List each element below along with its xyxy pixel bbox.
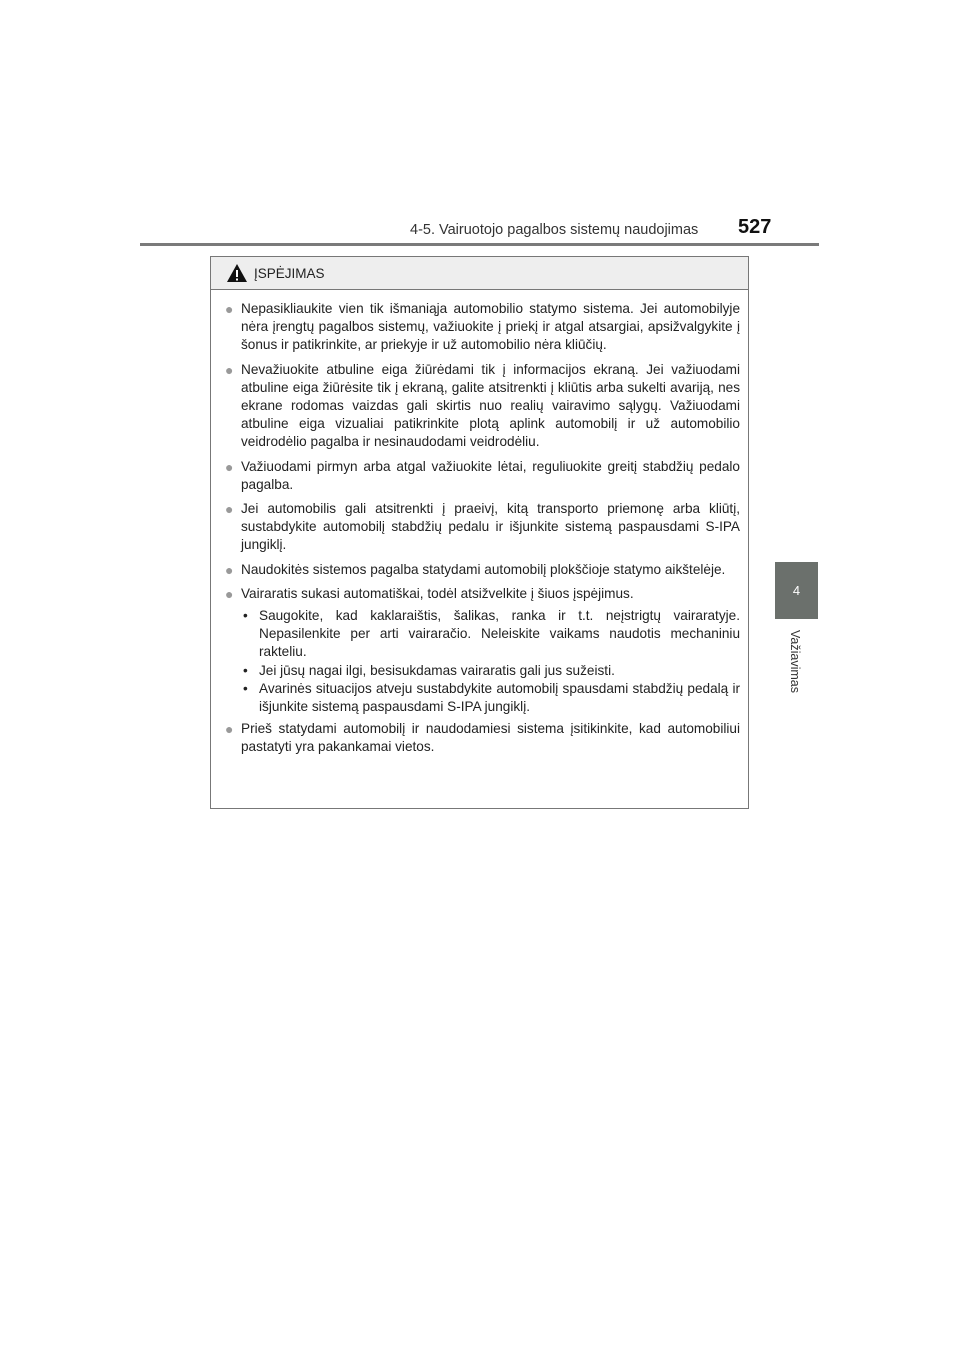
sub-item-text: Saugokite, kad kaklaraištis, šalikas, ranka ir t.t. neįstrigtų vairaratyje. Nepasilenkite per arti vairaračio. Neleiskite vaikams naudotis mechaniniu rakteliu.	[259, 608, 740, 660]
item-text: Važiuodami pirmyn arba atgal važiuokite lėtai, reguliuokite greitį stabdžių pedalo pagalba.	[241, 458, 740, 492]
warning-header	[211, 257, 748, 290]
sub-bullet-icon: •	[243, 662, 248, 678]
bullet-icon: ●	[225, 501, 234, 518]
item-text: Jei automobilis gali atsitrenkti į praeivį, kitą transporto priemonę arba kliūtį, sustabdykite automobilį stabdžių pedalu ir išjunkite sistemą paspausdami S-IPA jungiklį.	[241, 501, 740, 553]
sub-item-text: Jei jūsų nagai ilgi, besisukdamas vairaratis gali jus sužeisti.	[259, 662, 615, 678]
warning-title: ĮSPĖJIMAS	[254, 265, 325, 281]
page-number: 527	[738, 216, 772, 238]
sub-bullet-icon: •	[243, 680, 248, 696]
bullet-icon: ●	[225, 301, 234, 317]
sub-list-item	[241, 607, 740, 662]
item-text: Nepasikliaukite vien tik išmaniąja automobilio statymo sistema. Jei automobilyje nėra įrengtų pagalbos sistemų, važiuokite į priekį ir atgal atsargiai, apsižvalgykite į šonus ir patikrinkite, ar priekyje ir už automobilio nėra kliūčių.	[241, 301, 740, 353]
warning-body	[211, 290, 748, 757]
item-text: Vairaratis sukasi automatiškai, todėl atsižvelkite į šiuos įspėjimus.	[241, 585, 634, 601]
item-text: Naudokitės sistemos pagalba statydami automobilį plokščioje statymo aikštelėje.	[241, 561, 726, 577]
sub-list-item	[241, 680, 740, 716]
chapter-tab	[775, 562, 818, 619]
item-text: Nevažiuokite atbuline eiga žiūrėdami tik į informacijos ekraną. Jei važiuodami atbuline eiga žiūrėsite tik į ekraną, galite atsitrenkti į kliūtis arba sukelti avariją, nes ekrane rodomas vaizdas gali skirtis nuo realių vairavimo sąlygų. Važiuodami atbuline eiga vizualiai patikrinkite plotą aplink automobilį ir už automobilio veidrodėlio pagalba ir nesinaudodami veidrodėliu.	[241, 361, 740, 450]
list-item	[225, 300, 740, 355]
list-item	[225, 500, 740, 555]
sub-list-item	[241, 662, 740, 680]
warning-triangle-icon	[226, 263, 248, 283]
section-title: 4-5. Vairuotojo pagalbos sistemų naudojimas	[410, 222, 699, 238]
warning-box	[210, 256, 749, 809]
bullet-icon: ●	[225, 361, 234, 378]
bullet-icon: ●	[225, 458, 234, 475]
bullet-icon: ●	[225, 561, 234, 578]
bullet-icon: ●	[225, 585, 234, 602]
chapter-number: 4	[792, 583, 801, 598]
header-divider	[140, 243, 819, 246]
chapter-label: Važiavimas	[788, 630, 802, 693]
list-item	[225, 361, 740, 452]
list-item	[225, 458, 740, 494]
item-text: Prieš statydami automobilį ir naudodamiesi sistema įsitikinkite, kad automobiliui pastatyti yra pakankamai vietos.	[241, 721, 740, 755]
bullet-icon: ●	[225, 721, 234, 738]
list-item	[225, 561, 740, 579]
sub-item-text: Avarinės situacijos atveju sustabdykite automobilį spausdami stabdžių pedalą ir išjunkite sistemą paspausdami S-IPA jungiklį.	[259, 680, 740, 715]
sub-list	[241, 607, 740, 716]
list-item	[225, 720, 740, 756]
sub-bullet-icon: •	[243, 608, 248, 624]
list-item	[225, 585, 740, 603]
